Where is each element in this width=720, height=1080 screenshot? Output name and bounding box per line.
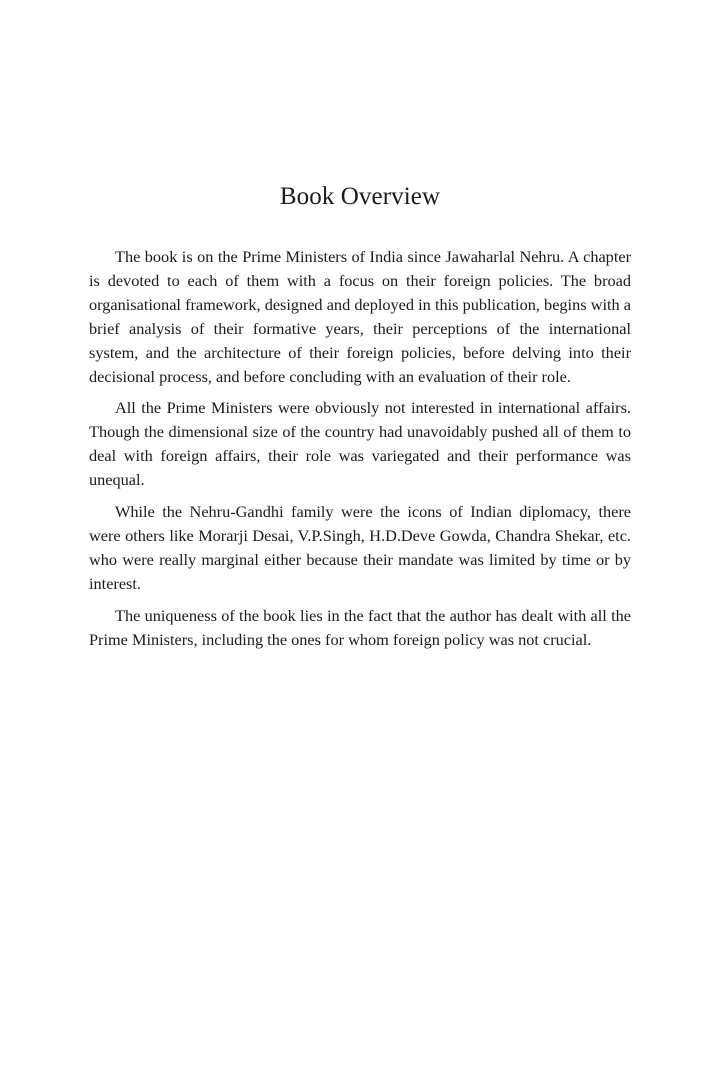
paragraph-1: The book is on the Prime Ministers of India since Jawaharlal Nehru. A chapter is devoted to each of them with a focus on their foreign policies. The broad organisational framework, designed and deployed in this publication, begins with a brief analysis of their formative years, their perceptions of the international system, and the architecture of their foreign policies, before delving into their decisional process, and before concluding with an evaluation of their role. bbox=[89, 247, 631, 386]
paragraph-2: All the Prime Ministers were obviously not interested in international affairs. Though the dimensional size of the country had unavoidably pushed all of them to deal with foreign affairs, their role was variegated and their performance was unequal. bbox=[89, 398, 631, 490]
page-title: Book Overview bbox=[279, 183, 441, 210]
overview-body bbox=[89, 245, 631, 660]
paragraph-4: The uniqueness of the book lies in the fact that the author has dealt with all the Prime Ministers, including the ones for whom foreign policy was not crucial. bbox=[89, 605, 631, 649]
paragraph-3: While the Nehru-Gandhi family were the icons of Indian diplomacy, there were others like Morarji Desai, V.P.Singh, H.D.Deve Gowda, Chandra Shekar, etc. who were really marginal either because their mandate was limited by time or by interest. bbox=[89, 502, 631, 593]
